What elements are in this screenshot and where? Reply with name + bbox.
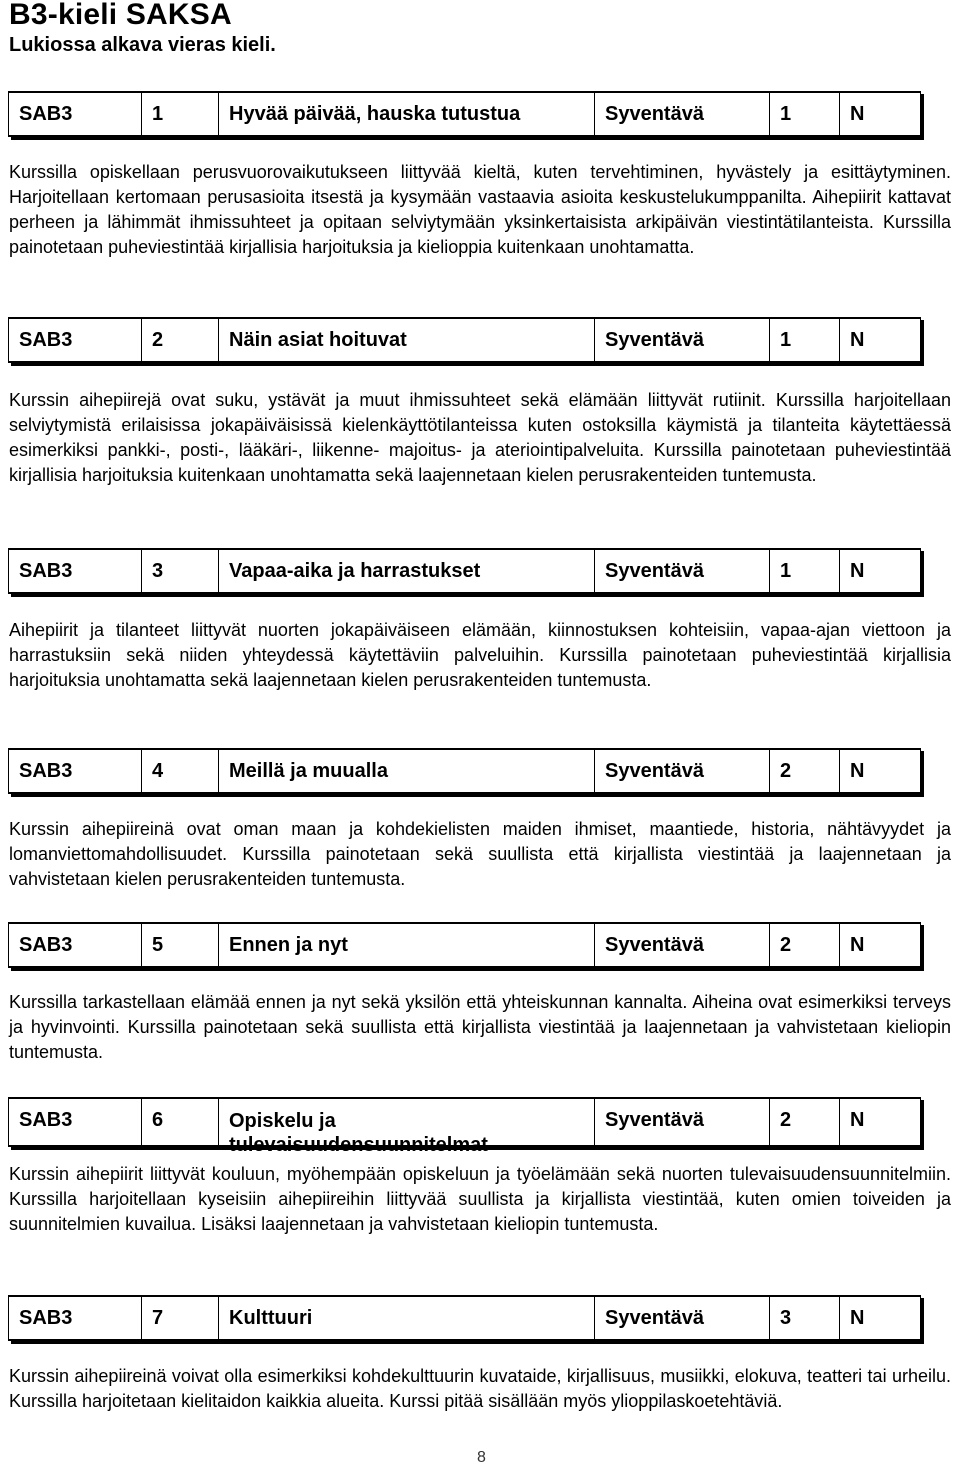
- course-type: N: [850, 1307, 865, 1329]
- course-description-2: Kurssin aihepiirejä ovat suku, ystävät ja muut ihmissuhteet sekä elämään liittyvät rutiinit. Kurssilla harjoitellaan selviytymistä erilaisissa jokapäiväisissä kielenkäyttötilanteissa kuten ostoksilla käymistä ja tilanteita käytettäessä esimerkiksi pankki-, posti-, lääkäri-, liikenne- majoitus- ja ateriointipalveluita. Kurssilla painotetaan puheviestintää kirjallisia harjoituksia kuitenkaan unohtamatta sekä laajennetaan kielen perusrakenteiden tuntemusta.: [9, 390, 951, 485]
- course-number: 7: [142, 1297, 219, 1339]
- course-header-4: [8, 748, 921, 794]
- course-type: N: [850, 103, 865, 125]
- page-subtitle: Lukiossa alkava vieras kieli.: [9, 34, 276, 56]
- course-header-3: [8, 548, 921, 594]
- course-credits: 2: [770, 750, 840, 792]
- course-description-7: Kurssin aihepiireinä voivat olla esimerkiksi kohdekulttuurin kuvataide, kirjallisuus, musiikki, elokuva, teatteri tai urheilu. Kurssilla harjoitetaan kielitaidon kaikkia alueita. Kurssi pitää sisällään myös ylioppilaskoetehtäviä.: [9, 1366, 951, 1411]
- course-type: N: [850, 329, 865, 351]
- course-header-5: [8, 922, 921, 968]
- course-code: SAB3: [9, 550, 142, 592]
- course-level: Syventävä: [595, 924, 770, 966]
- course-credits: 2: [770, 924, 840, 966]
- course-type: N: [850, 560, 865, 582]
- course-title: Ennen ja nyt: [219, 924, 595, 966]
- course-level: Syventävä: [595, 319, 770, 361]
- course-description-6: Kurssin aihepiirit liittyvät kouluun, myöhempään opiskeluun ja työelämään sekä nuorten tulevaisuudensuunnitelmiin. Kurssilla harjoitellaan kyseisiin aihepiireihin liittyvää suullista ja kirjallista viestintää, kuten omien toiveiden ja suunnitelmien kuvailua. Lisäksi laajennetaan ja vahvistetaan kieliopin tuntemusta.: [9, 1164, 951, 1234]
- course-header-6: [8, 1097, 921, 1156]
- course-header-1: [8, 91, 921, 137]
- course-title: Opiskelu ja tulevaisuudensuunnitelmat: [219, 1099, 595, 1145]
- course-title: Näin asiat hoituvat: [219, 319, 595, 361]
- course-credits: 1: [770, 319, 840, 361]
- course-number: 6: [142, 1099, 219, 1145]
- course-description-5: Kurssilla tarkastellaan elämää ennen ja nyt sekä yksilön että yhteiskunnan kannalta. Aiheina ovat esimerkiksi terveys ja hyvinvointi. Kurssilla painotetaan sekä suullista että kirjallista viestintää ja laajennetaan ja vahvistetaan kieliopin tuntemusta.: [9, 992, 951, 1062]
- course-number: 5: [142, 924, 219, 966]
- course-description-1: Kurssilla opiskellaan perusvuorovaikutukseen liittyvää kieltä, kuten tervehtiminen, hyvästely ja esittäytyminen. Harjoitellaan kertomaan perusasioita itsestä ja kysymään vastaavia asioita keskustelukumppanilta. Aihepiirit kattavat perheen ja lähimmät ihmissuhteet ja opitaan selviytymään yksinkertaisista arkipäivän viestintätilanteista. Kurssilla painotetaan puheviestintää kirjallisia harjoituksia ja kielioppia kuitenkaan unohtamatta.: [9, 162, 951, 257]
- course-number: 3: [142, 550, 219, 592]
- course-credits: 3: [770, 1297, 840, 1339]
- course-code: SAB3: [9, 1099, 142, 1145]
- course-level: Syventävä: [595, 750, 770, 792]
- course-credits: 2: [770, 1099, 840, 1145]
- course-level: Syventävä: [595, 550, 770, 592]
- course-title: Hyvää päivää, hauska tutustua: [219, 93, 595, 135]
- page-number: 8: [477, 1449, 486, 1466]
- page-title: B3-kieli SAKSA: [9, 0, 232, 31]
- course-code: SAB3: [9, 750, 142, 792]
- course-header-2: [8, 317, 921, 363]
- course-credits: 1: [770, 550, 840, 592]
- course-title: Kulttuuri: [219, 1297, 595, 1339]
- course-code: SAB3: [9, 319, 142, 361]
- course-code: SAB3: [9, 924, 142, 966]
- course-number: 2: [142, 319, 219, 361]
- course-type: N: [850, 1109, 865, 1131]
- course-title: Vapaa-aika ja harrastukset: [219, 550, 595, 592]
- course-code: SAB3: [9, 1297, 142, 1339]
- course-level: Syventävä: [595, 1297, 770, 1339]
- course-credits: 1: [770, 93, 840, 135]
- course-description-3: Aihepiirit ja tilanteet liittyvät nuorten jokapäiväiseen elämään, kiinnostuksen kohteisiin, vapaa-ajan viettoon ja harrastuksiin sekä niiden yhteydessä käytettäviin palveluihin. Kurssilla painotetaan puheviestintää kirjallisia harjoituksia unohtamatta sekä laajennetaan kielen perusrakenteiden tuntemusta.: [9, 620, 951, 690]
- course-title: Meillä ja muualla: [219, 750, 595, 792]
- course-level: Syventävä: [595, 1099, 770, 1145]
- course-level: Syventävä: [595, 93, 770, 135]
- course-type: N: [850, 760, 865, 782]
- course-number: 1: [142, 93, 219, 135]
- course-number: 4: [142, 750, 219, 792]
- course-type: N: [850, 934, 865, 956]
- course-description-4: Kurssin aihepiireinä ovat oman maan ja kohdekielisten maiden ihmiset, maantiede, historia, nähtävyydet ja lomanviettomahdollisuudet. Kurssilla painotetaan sekä suullista että kirjallista viestintää ja laajennetaan ja vahvistetaan kielen perusrakenteiden tuntemusta.: [9, 819, 951, 889]
- course-header-7: [8, 1295, 921, 1341]
- course-code: SAB3: [9, 93, 142, 135]
